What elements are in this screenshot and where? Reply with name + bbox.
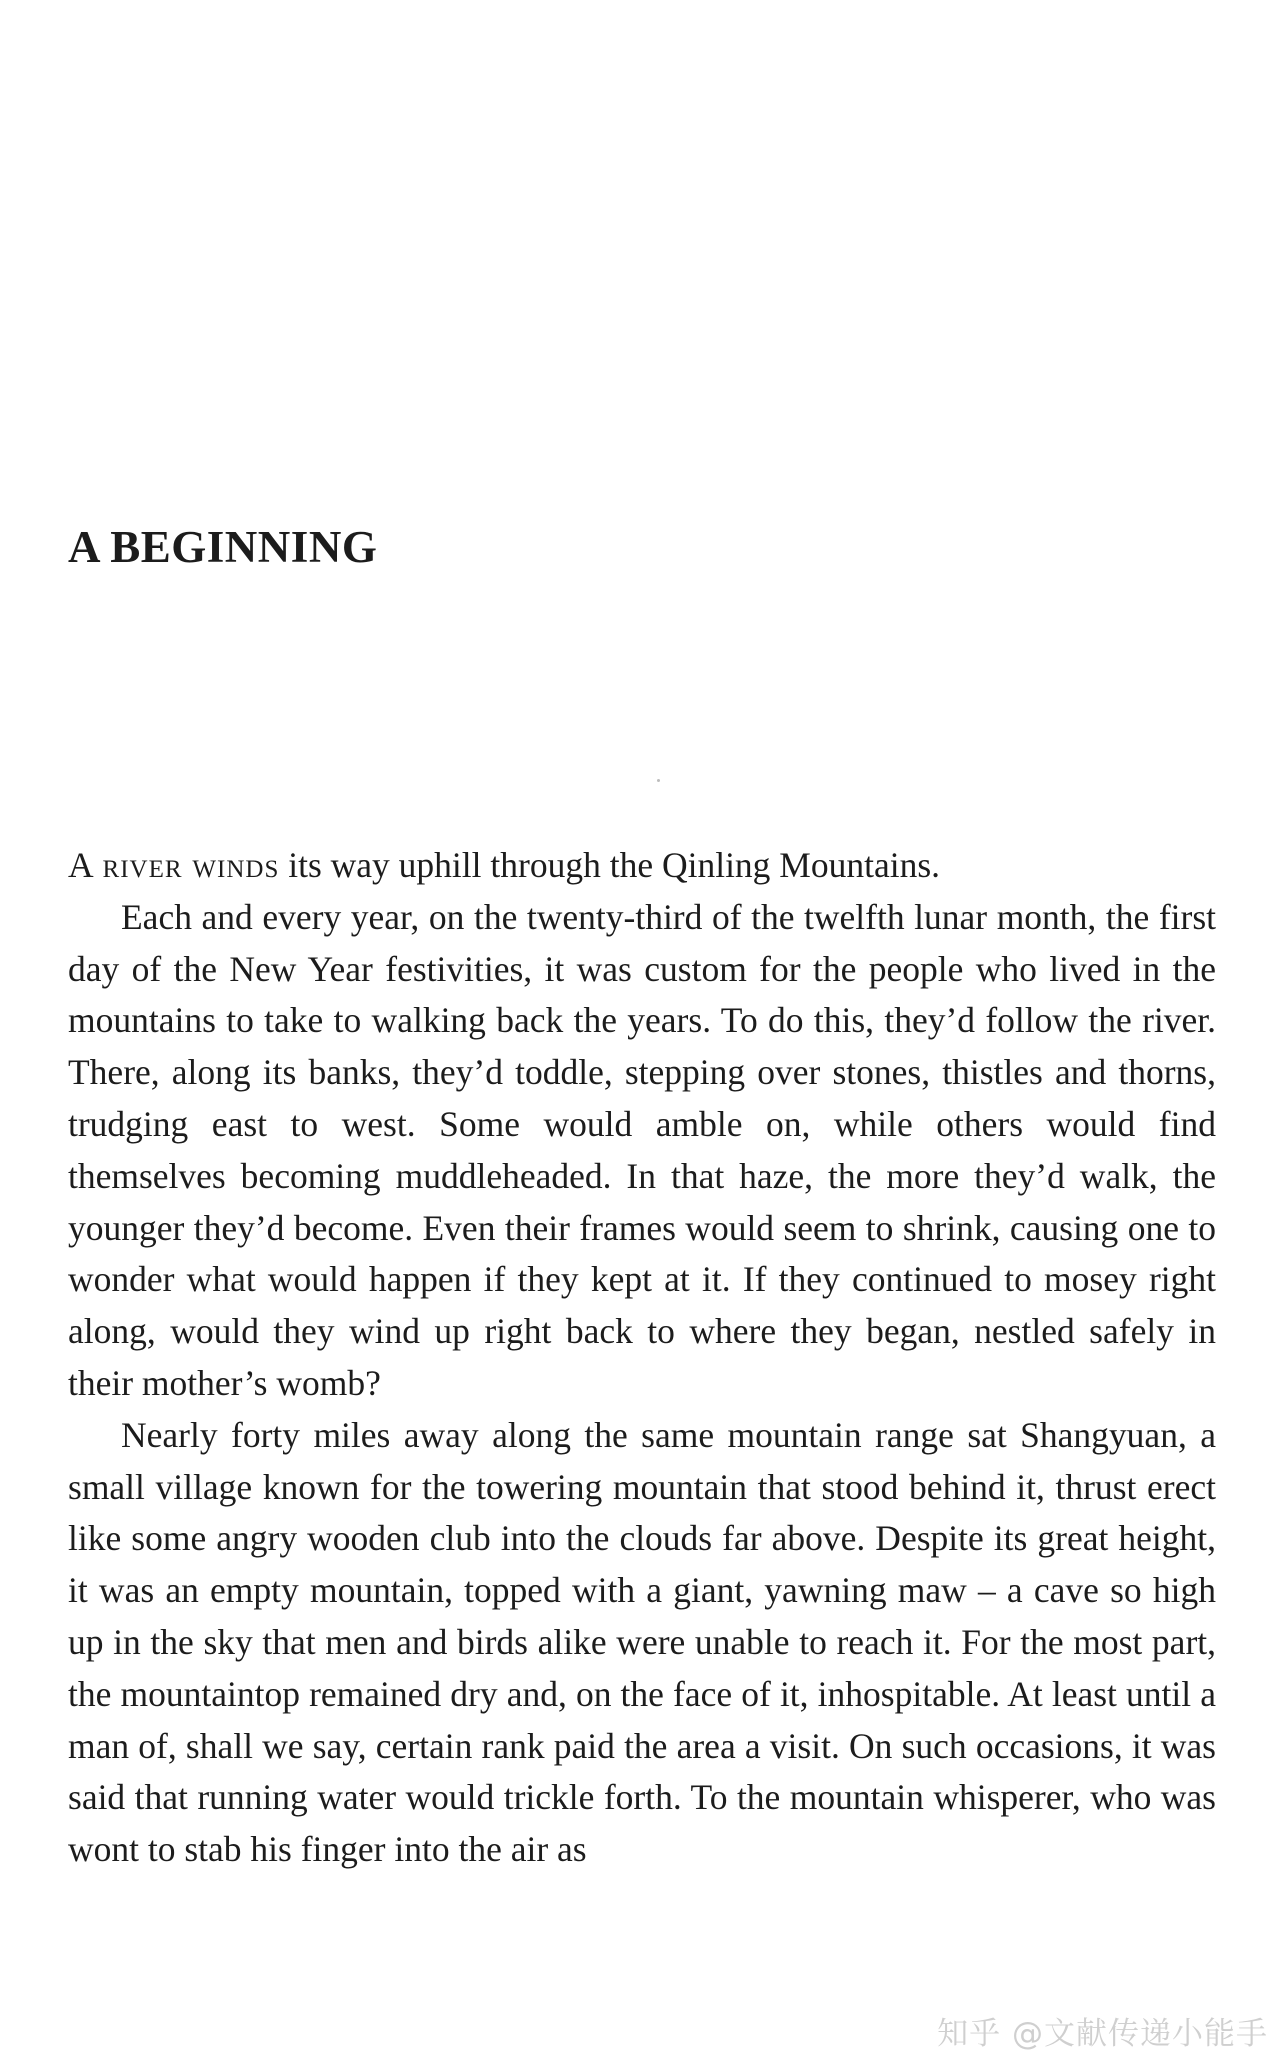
- paragraph-1: [68, 840, 1216, 892]
- paragraph-1-lead: A river winds: [68, 845, 280, 885]
- watermark: 知乎 @文献传递小能手: [937, 2016, 1268, 2052]
- stray-mark: [657, 779, 660, 782]
- paragraph-3: Nearly forty miles away along the same mountain range sat Shangyuan, a small village known for the towering mountain that stood behind it, thrust erect like some angry wooden club into the clouds far above. Despite its great height, it was an empty mountain, topped with a giant, yawning maw – a cave so high up in the sky that men and birds alike were unable to reach it. For the most part, the mountaintop remained dry and, on the face of it, inhospitable. At least until a man of, shall we say, certain rank paid the area a visit. On such occasions, it was said that running water would trickle forth. To the mountain whisperer, who was wont to stab his finger into the air as: [68, 1414, 1216, 1870]
- paragraph-2: Each and every year, on the twenty-third of the twelfth lunar month, the first day of the New Year festivities, it was custom for the people who lived in the mountains to take to walking back the years. To do this, they’d follow the river. There, along its banks, they’d toddle, stepping over stones, thistles and thorns, trudging east to west. Some would amble on, while others would find themselves becoming muddleheaded. In that haze, the more they’d walk, the younger they’d become. Even their frames would seem to shrink, causing one to wonder what would happen if they kept at it. If they continued to mosey right along, would they wind up right back to where they began, nestled safely in their mother’s womb?: [68, 896, 1216, 1403]
- body-text: [68, 840, 1216, 1876]
- chapter-title: A BEGINNING: [68, 522, 378, 572]
- paragraph-1-text: its way uphill through the Qinling Mountains.: [279, 845, 941, 885]
